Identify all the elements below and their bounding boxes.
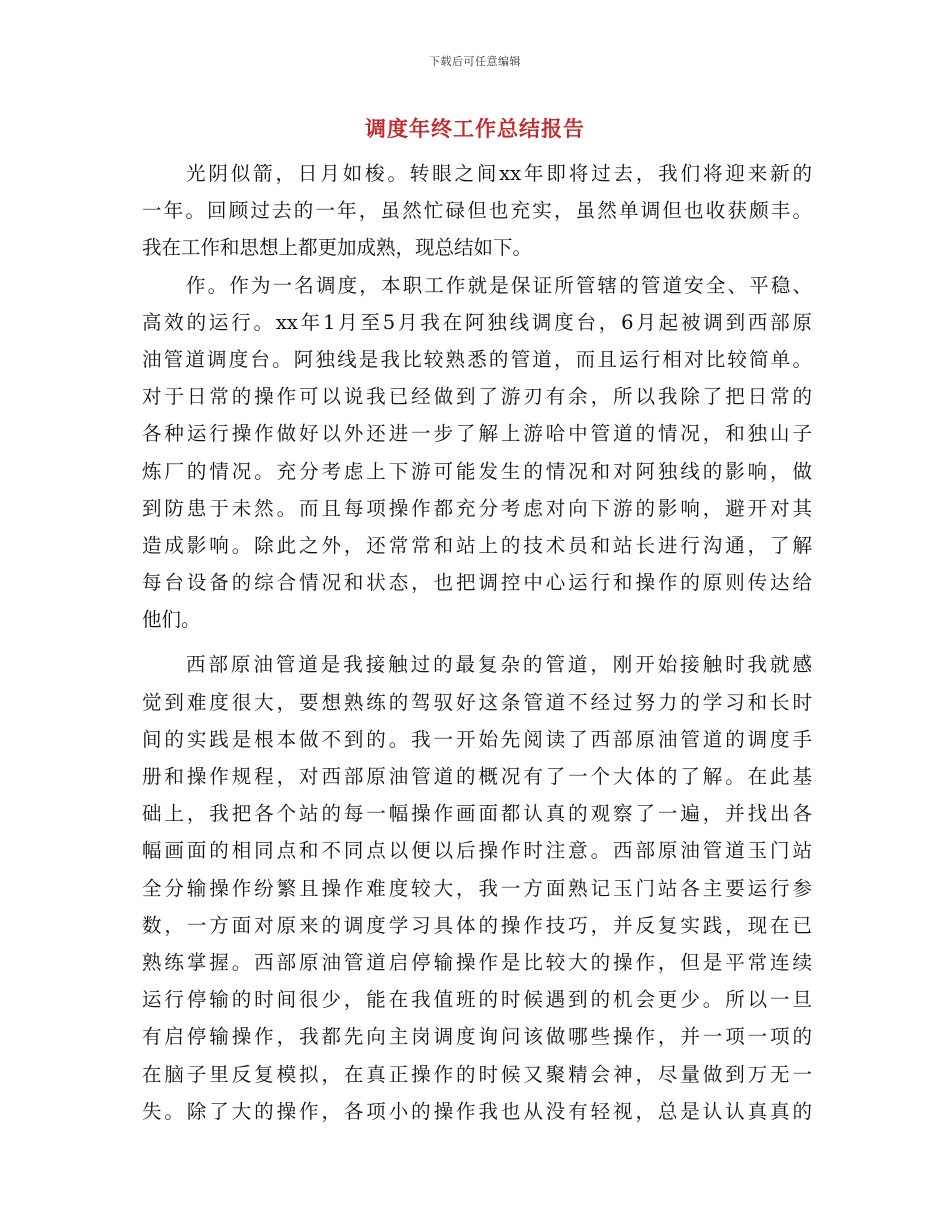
text-line: 觉到难度很大，要想熟练的驾驭好这条管道不经过努力的学习和长时 [142, 690, 812, 714]
text-line: 册和操作规程，对西部原油管道的概况有了一个大体的了解。在此基 [142, 765, 812, 788]
text-line: 炼厂的情况。充分考虑上下游可能发生的情况和对阿独线的影响，做 [142, 459, 812, 483]
paragraph-2 [142, 267, 812, 639]
text-line: 数，一方面对原来的调度学习具体的操作技巧，并反复实践，现在已 [142, 913, 812, 937]
text-line: 幅画面的相同点和不同点以便以后操作时注意。西部原油管道玉门站 [142, 839, 812, 863]
text-line: 造成影响。除此之外，还常常和站上的技术员和站长进行沟通，了解 [142, 533, 812, 557]
text-line: 对于日常的操作可以说我已经做到了游刃有余，所以我除了把日常的 [142, 385, 812, 409]
text-line: 运行停输的时间很少，能在我值班的时候遇到的机会更少。所以一旦 [142, 988, 812, 1012]
text-line: 一年。回顾过去的一年，虽然忙碌但也充实，虽然单调但也收获颇丰。 [142, 199, 812, 223]
text-line: 失。除了大的操作，各项小的操作我也从没有轻视，总是认认真真的 [142, 1099, 812, 1123]
text-line: 他们。 [142, 608, 201, 632]
header-note: 下载后可任意编辑 [429, 55, 521, 68]
text-line: 西部原油管道是我接触过的最复杂的管道，刚开始接触时我就感 [186, 653, 812, 677]
paragraph-1 [142, 155, 812, 267]
text-line: 熟练掌握。西部原油管道启停输操作是比较大的操作，但是平常连续 [142, 950, 812, 974]
text-line: 高效的运行。xx年1月至5月我在阿独线调度台，6月起被调到西部原 [142, 310, 812, 334]
text-line: 间的实践是根本做不到的。我一开始先阅读了西部原油管道的调度手 [142, 727, 812, 751]
text-line: 全分输操作纷繁且操作难度较大，我一方面熟记玉门站各主要运行参 [142, 876, 812, 900]
text-line: 作。作为一名调度，本职工作就是保证所管辖的管道安全、平稳、 [186, 273, 812, 297]
paragraph-3 [142, 646, 812, 1129]
text-line: 每台设备的综合情况和状态，也把调控中心运行和操作的原则传达给 [142, 571, 812, 595]
text-line: 光阴似箭，日月如梭。转眼之间xx年即将过去，我们将迎来新的 [186, 162, 812, 185]
text-line: 础上，我把各个站的每一幅操作画面都认真的观察了一遍，并找出各 [142, 802, 812, 826]
text-line: 油管道调度台。阿独线是我比较熟悉的管道，而且运行相对比较简单。 [142, 347, 812, 371]
text-line: 到防患于未然。而且每项操作都充分考虑对向下游的影响，避开对其 [142, 496, 812, 520]
document-body [142, 155, 812, 1130]
text-line: 各种运行操作做好以外还进一步了解上游哈中管道的情况，和独山子 [142, 422, 812, 446]
text-line: 有启停输操作，我都先向主岗调度询问该做哪些操作，并一项一项的 [142, 1025, 812, 1049]
paragraph-gap [142, 638, 812, 646]
text-line: 我在工作和思想上都更加成熟，现总结如下。 [142, 236, 533, 260]
text-line: 在脑子里反复模拟，在真正操作的时候又聚精会神，尽量做到万无一 [142, 1062, 812, 1086]
page-title: 调度年终工作总结报告 [365, 117, 585, 141]
